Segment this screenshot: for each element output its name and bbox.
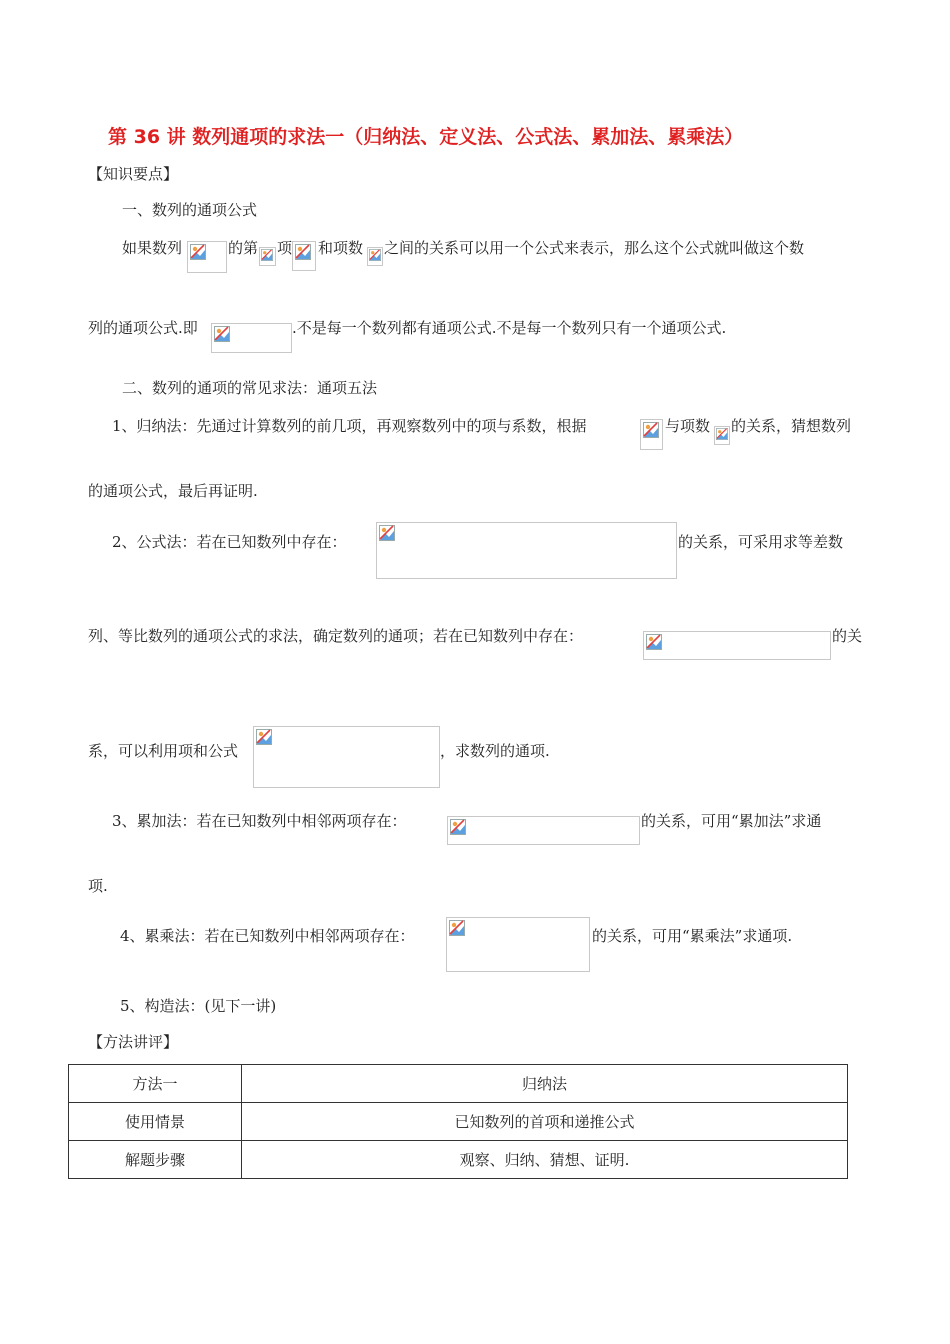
heading-five-methods: 二、数列的通项的常见求法：通项五法	[122, 379, 378, 397]
broken-image-icon	[295, 244, 311, 260]
p1-text-g: .不是每一个数列都有通项公式.不是每一个数列只有一个通项公式.	[292, 319, 727, 337]
formula-image	[253, 726, 440, 788]
m2-text-c: 列、等比数列的通项公式的求法，确定数列的通项；若在已知数列中存在：	[88, 627, 584, 645]
table-cell: 解题步骤	[69, 1141, 242, 1179]
broken-image-icon	[379, 525, 395, 541]
p1-text-b: 的第	[228, 239, 259, 257]
table-cell: 使用情景	[69, 1103, 242, 1141]
broken-image-icon	[716, 428, 728, 440]
formula-image	[259, 247, 276, 266]
table-cell: 归纳法	[242, 1065, 848, 1103]
broken-image-icon	[214, 326, 230, 342]
m3-text-c: 项.	[88, 877, 108, 895]
table-cell: 已知数列的首项和递推公式	[242, 1103, 848, 1141]
formula-image	[292, 241, 316, 271]
broken-image-icon	[449, 920, 465, 936]
table-row	[69, 1065, 848, 1103]
table-row	[69, 1141, 848, 1179]
table-cell: 观察、归纳、猜想、证明.	[242, 1141, 848, 1179]
method-table	[68, 1064, 848, 1179]
broken-image-icon	[261, 249, 273, 261]
broken-image-icon	[369, 249, 381, 261]
m1-text-a: 1、归纳法：先通过计算数列的前几项，再观察数列中的项与系数，根据	[112, 417, 587, 435]
m1-text-c: 的关系，猜想数列	[731, 417, 852, 435]
m3-text-a: 3、累加法：若在已知数列中相邻两项存在：	[112, 812, 407, 830]
p1-text-d: 和项数	[318, 239, 364, 257]
broken-image-icon	[256, 729, 272, 745]
broken-image-icon	[190, 244, 206, 260]
broken-image-icon	[646, 634, 662, 650]
m2-text-f: ，求数列的通项.	[440, 742, 550, 760]
m2-text-e: 系，可以利用项和公式	[88, 742, 239, 760]
p1-text-c: 项	[277, 239, 293, 257]
page-title: 第 36 讲 数列通项的求法一（归纳法、定义法、公式法、累加法、累乘法）	[108, 126, 744, 148]
m5-text: 5、构造法：(见下一讲)	[120, 997, 277, 1015]
m2-text-a: 2、公式法：若在已知数列中存在：	[112, 533, 347, 551]
section-heading-method: 【方法讲评】	[88, 1033, 179, 1051]
broken-image-icon	[643, 422, 659, 438]
formula-image	[367, 247, 383, 266]
m2-text-d: 的关	[832, 627, 863, 645]
formula-image	[447, 816, 640, 845]
p1-text-f: 列的通项公式.即	[88, 319, 198, 337]
formula-image	[211, 323, 292, 353]
m4-text-a: 4、累乘法：若在已知数列中相邻两项存在：	[120, 927, 415, 945]
p1-text-a: 如果数列	[122, 239, 183, 257]
broken-image-icon	[450, 819, 466, 835]
section-heading-knowledge: 【知识要点】	[88, 165, 179, 183]
formula-image	[376, 522, 677, 579]
table-row	[69, 1103, 848, 1141]
heading-general-term: 一、数列的通项公式	[122, 201, 258, 219]
m3-text-b: 的关系，可用“累加法”求通	[641, 812, 822, 830]
p1-text-e: 之间的关系可以用一个公式来表示，那么这个公式就叫做这个数	[384, 239, 805, 257]
formula-image	[640, 419, 663, 450]
m4-text-b: 的关系，可用“累乘法”求通项.	[592, 927, 793, 945]
m1-text-b: 与项数	[665, 417, 711, 435]
formula-image	[714, 426, 730, 445]
table-cell: 方法一	[69, 1065, 242, 1103]
m2-text-b: 的关系，可采用求等差数	[678, 533, 844, 551]
m1-text-d: 的通项公式，最后再证明.	[88, 482, 258, 500]
formula-image	[446, 917, 590, 972]
formula-image	[643, 631, 831, 660]
formula-image	[187, 241, 227, 273]
